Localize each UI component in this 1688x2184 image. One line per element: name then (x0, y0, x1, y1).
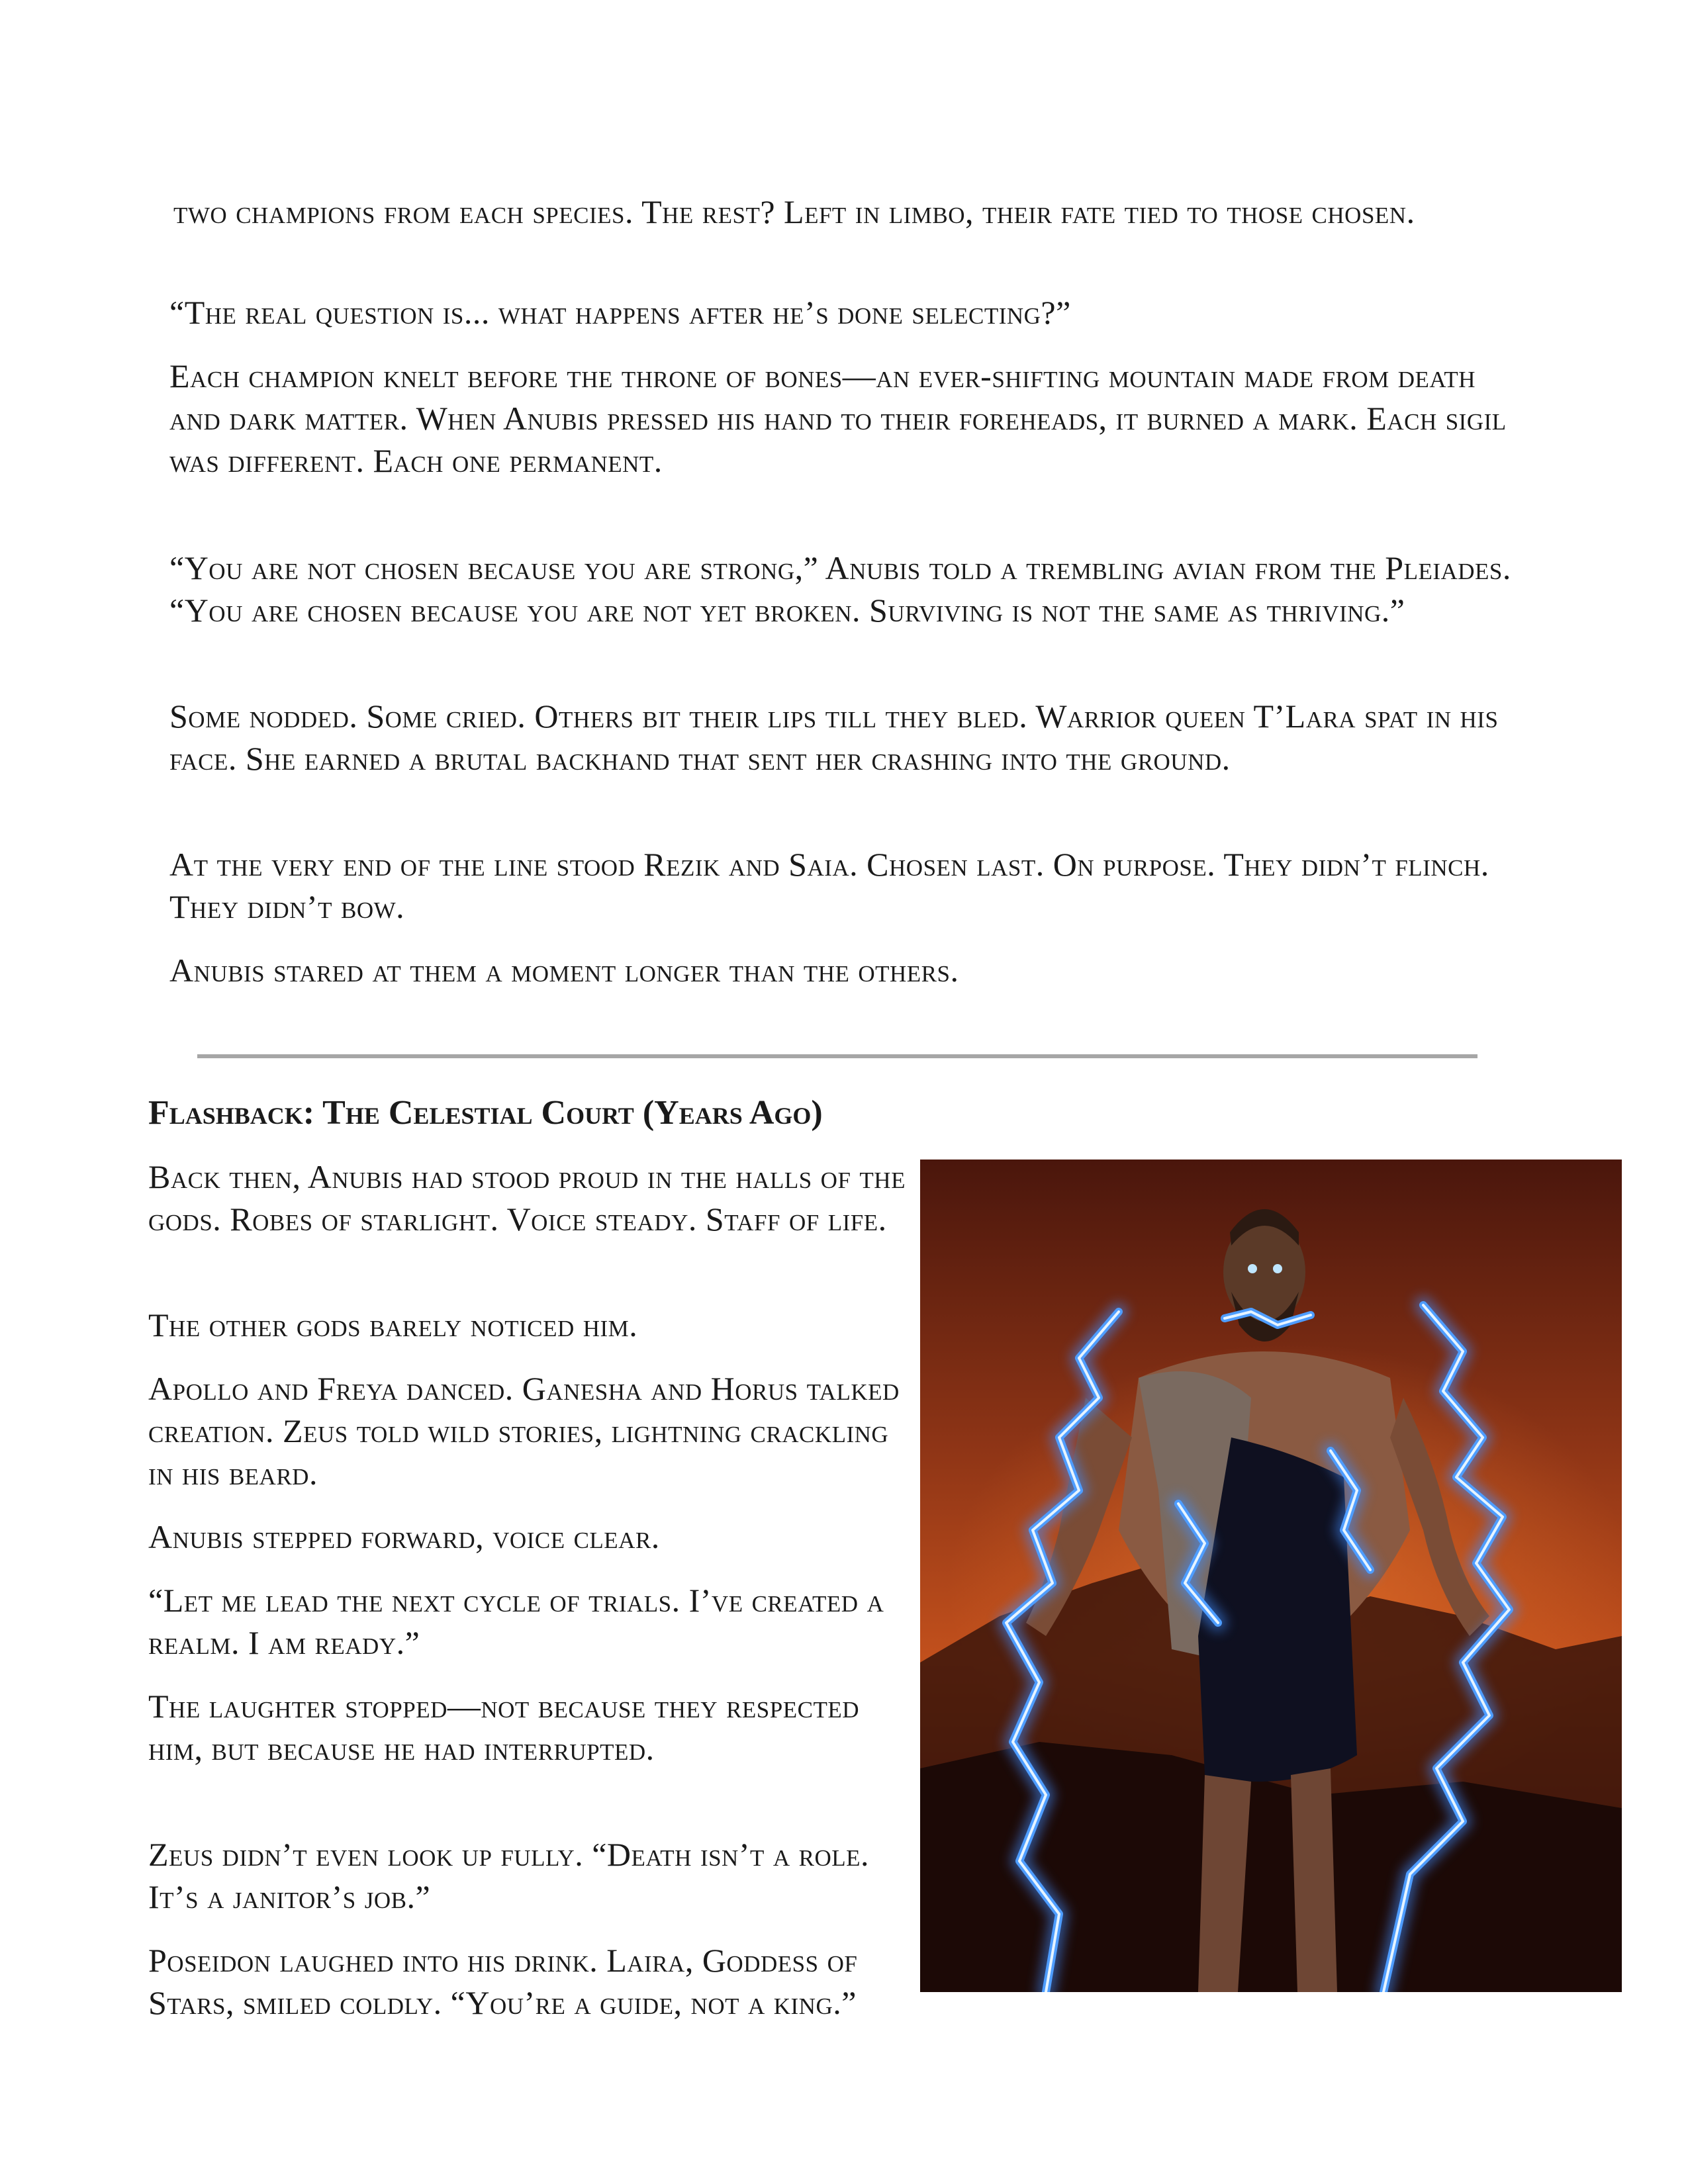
paragraph: “Let me lead the next cycle of trials. I’ve created a realm. I am ready.” (148, 1582, 884, 1661)
paragraph: two champions from each species. The rest? Left in limbo, their fate tied to those chosen. (173, 193, 1415, 230)
paragraph: Poseidon laughed into his drink. Laira, Goddess of Stars, smiled coldly. “You’re a guide, not a king.” (148, 1942, 858, 2021)
paragraph: Each champion knelt before the throne of bones—an ever-shifting mountain made from death and dark matter. When Anubis pressed his hand to their foreheads, it burned a mark. Each sigil was different. Each one permanent. (169, 357, 1507, 479)
paragraph: “The real question is... what happens after he’s done selecting?” (169, 294, 1071, 331)
paragraph: Zeus didn’t even look up fully. “Death isn’t a role. It’s a janitor’s job.” (148, 1836, 870, 1915)
paragraph: The laughter stopped—not because they respected him, but because he had interrupted. (148, 1688, 859, 1767)
paragraph: Some nodded. Some cried. Others bit their lips till they bled. Warrior queen T’Lara spat in his face. She earned a brutal backhand that sent her crashing into the ground. (169, 698, 1499, 777)
paragraph: Anubis stepped forward, voice clear. (148, 1518, 660, 1555)
section-heading: Flashback: The Celestial Court (Years Ago) (148, 1094, 823, 1132)
paragraph: Back then, Anubis had stood proud in the halls of the gods. Robes of starlight. Voice steady. Staff of life. (148, 1158, 906, 1238)
paragraph: Apollo and Freya danced. Ganesha and Horus talked creation. Zeus told wild stories, lightning crackling in his beard. (148, 1370, 900, 1492)
paragraph: The other gods barely noticed him. (148, 1306, 638, 1343)
paragraph: At the very end of the line stood Rezik and Saia. Chosen last. On purpose. They didn’t flinch. They didn’t bow. (169, 846, 1489, 925)
section-divider (197, 1054, 1477, 1058)
zeus-lightning-illustration (920, 1160, 1622, 1992)
paragraph: Anubis stared at them a moment longer than the others. (169, 952, 959, 989)
paragraph: “You are not chosen because you are strong,” Anubis told a trembling avian from the Pleiades. “You are chosen because you are not yet broken. Surviving is not the same as thriving.” (169, 549, 1511, 629)
